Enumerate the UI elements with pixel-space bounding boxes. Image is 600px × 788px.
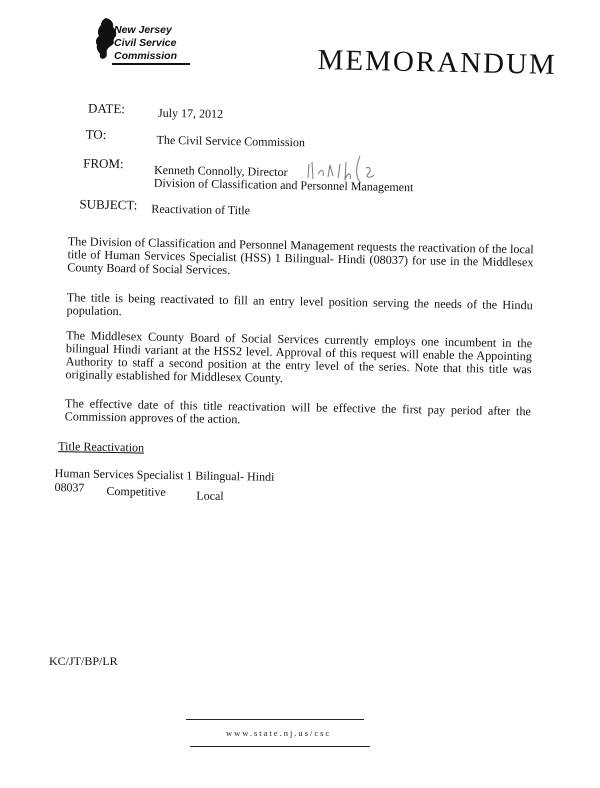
- date-label: DATE:: [87, 100, 126, 117]
- typist-initials: KC/JT/BP/LR: [49, 654, 118, 668]
- logo-text-line1: New Jersey: [114, 24, 172, 36]
- footer-top-rule: [186, 719, 364, 720]
- to-label: TO:: [85, 126, 107, 142]
- from-label: FROM:: [83, 155, 124, 172]
- subject-label: SUBJECT:: [79, 196, 138, 213]
- reactivated-title-name: Human Services Specialist 1 Bilingual- Hindi: [54, 466, 275, 484]
- from-name: Kenneth Connolly, Director: [153, 162, 288, 180]
- reactivated-title-scope: Local: [196, 488, 224, 503]
- body-paragraph-2: The title is being reactivated to fill an entry level position serving the needs of the Hindu population.: [66, 290, 533, 319]
- footer-bottom-rule: [190, 746, 370, 747]
- memo-title: MEMORANDUM: [317, 44, 558, 82]
- handwritten-signature: [300, 150, 410, 190]
- to-value: The Civil Service Commission: [156, 132, 306, 150]
- subject-value: Reactivation of Title: [151, 201, 251, 218]
- logo-text-line2: Civil Service: [114, 37, 177, 49]
- body-paragraph-1: The Division of Classification and Personnel Management requests the reactivation of the local title of Human Services Specialist (HSS) 1 Bilingual- Hindi (08037) for use in the Middlesex County Board of Social Services.: [67, 234, 534, 278]
- from-division: Division of Classification and Personnel Management: [153, 175, 414, 195]
- logo-text-line3: Commission: [114, 50, 178, 62]
- reactivated-title-code: 08037: [54, 480, 85, 495]
- body-paragraph-4: The effective date of this title reactivation will be effective the first pay period after the Commission approves of the action.: [64, 396, 532, 427]
- body-paragraph-3: The Middlesex County Board of Social Services currently employs one incumbent in the bilingual Hindi variant at the HSS2 level. Approval of this request will enable the Appointing Authority to staff a second position at the entry level of the series. Note that this title was originally established for Middlesex County.: [65, 328, 533, 385]
- footer-website: www.state.nj.us/csc: [226, 728, 332, 738]
- date-value: July 17, 2012: [157, 105, 224, 121]
- title-reactivation-heading: Title Reactivation: [58, 439, 145, 455]
- reactivated-title-class: Competitive: [106, 483, 166, 499]
